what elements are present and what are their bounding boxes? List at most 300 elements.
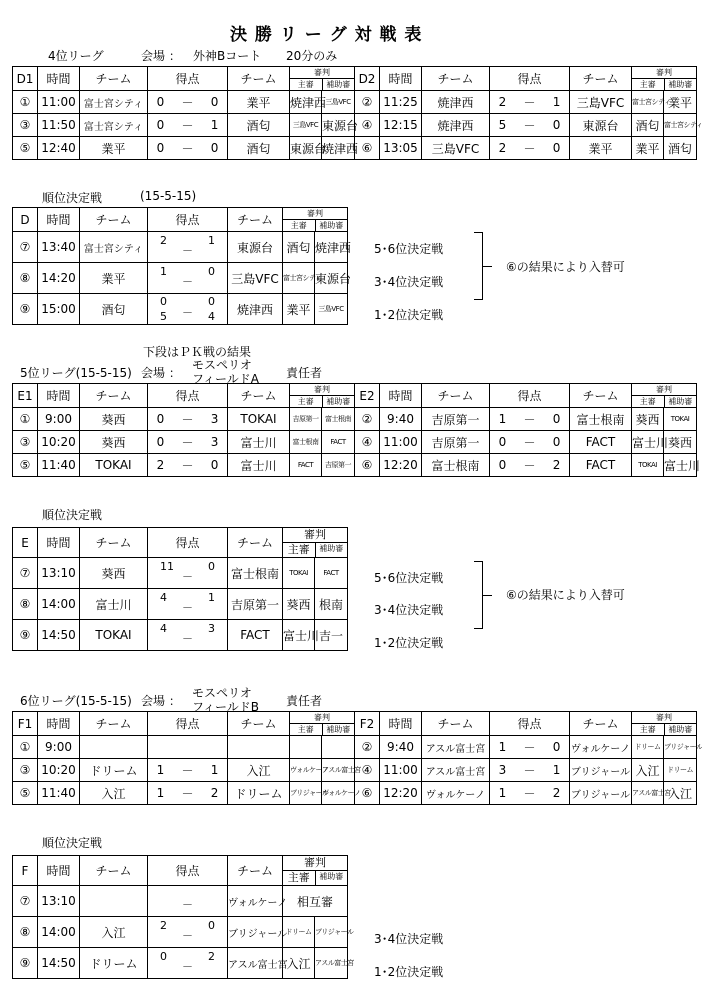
referee-main: ドリーム [283,917,315,948]
score-away: 0 [210,141,219,155]
referee-header: 審判 主審 補助審 [290,712,355,736]
league4-table [12,66,702,160]
pk-note: 下段はＰＫ戦の結果 [143,345,252,359]
f-label: F [13,856,38,886]
match-row [13,408,697,431]
league6-venue-2: フィールドB [192,700,260,714]
score-dash: － [181,141,194,156]
score-away: 1 [208,234,215,247]
score-away: 1 [208,591,215,604]
team-home: 富士根南 [422,454,490,477]
league5-label: 5位リーグ(15-5-15) [20,366,132,380]
referee-sub: アスル富士宮 [315,948,348,979]
referee-main: ブリジャール [290,782,322,805]
score-header: 得点 [490,384,570,408]
match-no: ⑧ [13,917,38,948]
match-time: 11:40 [38,782,80,805]
score-home: 5 [498,118,507,132]
rank5-res-1: 5･6位決定戦 [374,571,444,585]
score-dash: － [523,740,536,755]
referee-sub: ブリジャール [664,736,697,759]
team-away: 入江 [228,759,290,782]
match-no: ① [13,408,38,431]
score-dash: － [182,960,193,973]
rank4-bracket [474,232,483,300]
referee-main: 東源台 [290,137,322,160]
score-dash: － [181,458,194,473]
team-away: TOKAI [228,408,290,431]
match-time: 15:00 [38,294,80,325]
score-cell [148,736,228,759]
team-away: 酒匂 [228,114,290,137]
team-home: 三島VFC [422,137,490,160]
score-away: 0 [552,118,561,132]
score-dash: － [181,435,194,450]
referee-sub: 東源台 [315,263,348,294]
match-row [13,454,697,477]
referee-sub: ドリーム [664,759,697,782]
referee-mutual: 相互審 [283,886,348,917]
match-no: ⑨ [13,620,38,651]
match-no: ③ [13,759,38,782]
score-away: 0 [208,295,215,308]
match-time: 11:50 [38,114,80,137]
team-header: チーム [570,384,632,408]
rank-row [13,294,348,325]
referee-sub: 吉原第一 [322,454,355,477]
team-home: 焼津西 [422,91,490,114]
league4-note: 20分のみ [286,49,338,63]
score-away: 3 [208,622,215,635]
score-away: 1 [210,763,219,777]
time-header: 時間 [38,528,80,558]
referee-sub: 富士川 [664,454,697,477]
time-header: 時間 [38,712,80,736]
score-dash: － [523,412,536,427]
score-cell [490,408,570,431]
score-dash: － [523,141,536,156]
rank5-bracket [474,561,483,629]
rank-row [13,589,348,620]
team-home: 富士宮シティ [80,91,148,114]
score-dash: － [182,244,193,257]
match-no: ④ [355,431,380,454]
match-row [13,782,697,805]
team-home: 富士宮シティ [80,232,148,263]
league5-resp: 責任者 [286,366,323,380]
score-cell [148,759,228,782]
team-away: FACT [570,454,632,477]
team-home: 吉原第一 [422,431,490,454]
time-header: 時間 [380,67,422,91]
score-home: 0 [156,435,165,449]
team-home: 入江 [80,917,148,948]
team-away: 富士根南 [228,558,283,589]
score-cell [148,232,228,263]
score-home: 2 [160,234,167,247]
referee-sub: FACT [315,558,348,589]
team-header: チーム [80,712,148,736]
score-away: 2 [552,786,561,800]
referee-main: 富士川 [632,431,664,454]
score-dash: － [182,601,193,614]
match-time: 9:40 [380,736,422,759]
referee-main: 酒匂 [283,232,315,263]
match-time: 12:15 [380,114,422,137]
score-cell [148,263,228,294]
score-away: 1 [210,118,219,132]
score-header: 得点 [148,528,228,558]
referee-main: 入江 [283,948,315,979]
referee-header: 審判 主審 補助審 [283,528,348,558]
score-dash: － [181,412,194,427]
score-away: 3 [210,412,219,426]
referee-main: 業平 [283,294,315,325]
match-time: 9:40 [380,408,422,431]
score-away: 0 [552,412,561,426]
referee-sub: 三島VFC [315,294,348,325]
score-cell [148,408,228,431]
referee-main: TOKAI [283,558,315,589]
referee-main: 吉原第一 [290,408,322,431]
match-no: ⑧ [13,589,38,620]
match-no: ③ [13,431,38,454]
match-row [13,114,697,137]
team-home: 酒匂 [80,294,148,325]
referee-main: アスル富士宮 [632,782,664,805]
rank6-label: 順位決定戦 [42,836,103,850]
team-away: 富士根南 [570,408,632,431]
referee-main: ドリーム [632,736,664,759]
referee-sub: 焼津西 [315,232,348,263]
time-header: 時間 [380,384,422,408]
team-home: 吉原第一 [422,408,490,431]
rank-row [13,886,348,917]
team-away: FACT [570,431,632,454]
team-header: チーム [228,856,283,886]
team-home: アスル富士宮 [422,736,490,759]
rank5-bracket-note: ⑥の結果により入替可 [506,588,625,602]
time-header: 時間 [38,384,80,408]
referee-main: 酒匂 [632,114,664,137]
score-home: 2 [498,95,507,109]
score-home: 1 [156,763,165,777]
referee-main: 葵西 [283,589,315,620]
match-time: 12:20 [380,782,422,805]
score-dash: － [523,95,536,110]
score-dash: － [523,435,536,450]
time-header: 時間 [380,712,422,736]
match-time: 9:00 [38,736,80,759]
league4-venue-label: 会場 ： [141,49,181,63]
match-row [13,736,697,759]
team-away: 三島VFC [228,263,283,294]
team-header: チーム [80,384,148,408]
score-cell [148,782,228,805]
team-home [80,736,148,759]
score-away: 2 [208,950,215,963]
rank5-res-3: 1･2位決定戦 [374,636,444,650]
team-header: チーム [570,67,632,91]
score-cell [490,454,570,477]
team-away: ブリジャール [570,782,632,805]
referee-main: 富士根南 [290,431,322,454]
score-away: 0 [208,265,215,278]
referee-sub: 吉一 [315,620,348,651]
score-home: 1 [156,786,165,800]
match-time: 13:40 [38,232,80,263]
match-time: 11:25 [380,91,422,114]
score-home: 1 [160,265,167,278]
team-away: 東源台 [228,232,283,263]
match-no: ③ [13,114,38,137]
d-label: D [13,208,38,232]
score-home: 0 [156,118,165,132]
score-home: 4 [160,591,167,604]
league5-table [12,383,701,477]
score-home: 0 [156,412,165,426]
match-no: ⑥ [355,137,380,160]
score-dash: － [182,929,193,942]
referee-main [290,736,322,759]
league4-venue: 外神Bコート [193,49,262,63]
team-home: 焼津西 [422,114,490,137]
team-header: チーム [422,384,490,408]
score-cell [148,91,228,114]
referee-sub: 富士宮シティ [664,114,697,137]
match-row [13,759,697,782]
score-away: 0 [552,740,561,754]
score-home: 2 [160,919,167,932]
d2-label: D2 [355,67,380,91]
team-home: ヴォルケーノ [422,782,490,805]
referee-header: 審判 主審 補助審 [290,67,355,91]
score-cell [490,736,570,759]
match-time: 13:10 [38,558,80,589]
rank4-table [12,207,352,325]
score-home: 1 [498,786,507,800]
team-away: 業平 [570,137,632,160]
match-time: 14:00 [38,917,80,948]
score-home: 0 [156,95,165,109]
match-time: 11:00 [38,91,80,114]
team-home: TOKAI [80,620,148,651]
score-away: 0 [210,95,219,109]
score-dash: － [181,786,194,801]
score-dash: － [182,570,193,583]
team-home: ドリーム [80,948,148,979]
score-dash: － [181,763,194,778]
match-time: 11:40 [38,454,80,477]
score-header: 得点 [490,712,570,736]
team-home: 富士宮シティ [80,114,148,137]
pk-away: 4 [208,310,215,323]
e2-label: E2 [355,384,380,408]
score-away: 0 [208,919,215,932]
team-away: 三島VFC [570,91,632,114]
score-away: 0 [208,560,215,573]
score-dash: － [523,786,536,801]
score-cell [148,917,228,948]
score-cell [148,137,228,160]
referee-header: 審判 主審 補助審 [290,384,355,408]
score-home: 0 [498,458,507,472]
team-header: チーム [228,384,290,408]
team-header: チーム [228,528,283,558]
score-cell [148,431,228,454]
match-row [13,431,697,454]
match-no: ② [355,736,380,759]
score-dash: － [523,763,536,778]
team-header: チーム [80,528,148,558]
score-away: 1 [552,95,561,109]
score-cell [490,114,570,137]
score-dash: － [181,118,194,133]
referee-main: 入江 [632,759,664,782]
team-home: 業平 [80,137,148,160]
referee-main: 焼津西 [290,91,322,114]
team-header: チーム [80,856,148,886]
score-cell [490,431,570,454]
score-cell [148,886,228,917]
score-away: 2 [210,786,219,800]
score-cell [148,620,228,651]
match-no: ⑤ [13,137,38,160]
e1-label: E1 [13,384,38,408]
referee-main: 富士川 [283,620,315,651]
match-no: ⑤ [13,782,38,805]
page-title: 決 勝 リ ー グ 対 戦 表 [230,25,423,45]
referee-sub: FACT [322,431,355,454]
match-time: 14:20 [38,263,80,294]
score-home: 0 [160,295,167,308]
match-no: ⑦ [13,886,38,917]
referee-sub: ブリジャール [315,917,348,948]
score-away: 2 [552,458,561,472]
score-cell [490,759,570,782]
referee-sub: 酒匂 [664,137,697,160]
score-away: 3 [210,435,219,449]
score-dash: － [523,458,536,473]
match-no: ⑨ [13,294,38,325]
match-time: 12:20 [380,454,422,477]
referee-main: FACT [290,454,322,477]
league6-venue-1: モスペリオ [192,686,252,700]
score-home: 0 [498,435,507,449]
team-home: TOKAI [80,454,148,477]
team-home: 葵西 [80,558,148,589]
rank6-res-2: 3･4位決定戦 [374,932,444,946]
team-away: アスル富士宮 [228,948,283,979]
score-cell [490,782,570,805]
team-away: 吉原第一 [228,589,283,620]
team-away: ヴォルケーノ [228,886,283,917]
referee-main: 富士宮シティ [283,263,315,294]
score-cell [490,91,570,114]
match-time: 10:20 [38,431,80,454]
referee-sub: TOKAI [664,408,697,431]
match-time: 13:10 [38,886,80,917]
team-header: チーム [228,712,290,736]
score-home: 0 [160,950,167,963]
match-no: ④ [355,114,380,137]
match-time: 10:20 [38,759,80,782]
score-home: 0 [156,141,165,155]
team-away: ブリジャール [570,759,632,782]
team-header: チーム [422,67,490,91]
team-header: チーム [422,712,490,736]
team-home: ドリーム [80,759,148,782]
match-no: ⑧ [13,263,38,294]
score-cell [490,137,570,160]
e-label: E [13,528,38,558]
team-away: ブリジャール [228,917,283,948]
rank4-res-3: 1･2位決定戦 [374,308,444,322]
referee-sub: ヴォルケーノ [322,782,355,805]
league5-venue-2: フィールドA [192,372,260,386]
team-home: 入江 [80,782,148,805]
score-cell [148,294,228,325]
referee-main: 富士宮シティ [632,91,664,114]
referee-main: 業平 [632,137,664,160]
match-time: 11:00 [380,759,422,782]
match-no: ⑤ [13,454,38,477]
referee-sub: 入江 [664,782,697,805]
rank6-table [12,855,354,979]
match-no: ⑦ [13,558,38,589]
referee-header: 審判 主審 補助審 [632,67,697,91]
score-cell [148,114,228,137]
score-dash: － [182,306,193,319]
referee-header: 審判 主審 補助審 [632,712,697,736]
referee-sub: 業平 [664,91,697,114]
match-time: 14:00 [38,589,80,620]
match-no: ⑥ [355,454,380,477]
league5-venue-label: 会場 ： [141,366,181,380]
score-away: 0 [552,435,561,449]
match-row [13,137,697,160]
referee-sub [322,736,355,759]
f2-label: F2 [355,712,380,736]
team-away: 東源台 [570,114,632,137]
match-no: ② [355,91,380,114]
score-cell [148,454,228,477]
match-no: ⑨ [13,948,38,979]
team-away [228,736,290,759]
match-no: ① [13,736,38,759]
league6-venue-label: 会場 ： [141,694,181,708]
match-time: 13:05 [380,137,422,160]
d1-label: D1 [13,67,38,91]
score-header: 得点 [490,67,570,91]
score-header: 得点 [148,208,228,232]
referee-main: TOKAI [632,454,664,477]
score-home: 4 [160,622,167,635]
rank5-res-2: 3･4位決定戦 [374,603,444,617]
referee-sub: 三島VFC [322,91,355,114]
score-header: 得点 [148,67,228,91]
team-home: アスル富士宮 [422,759,490,782]
rank5-label: 順位決定戦 [42,508,103,522]
score-cell [148,558,228,589]
referee-main: ヴォルケーノ [290,759,322,782]
score-home: 2 [156,458,165,472]
time-header: 時間 [38,67,80,91]
score-home: 11 [160,560,174,573]
score-dash: － [182,632,193,645]
league6-resp: 責任者 [286,694,323,708]
referee-sub: 葵西 [664,431,697,454]
